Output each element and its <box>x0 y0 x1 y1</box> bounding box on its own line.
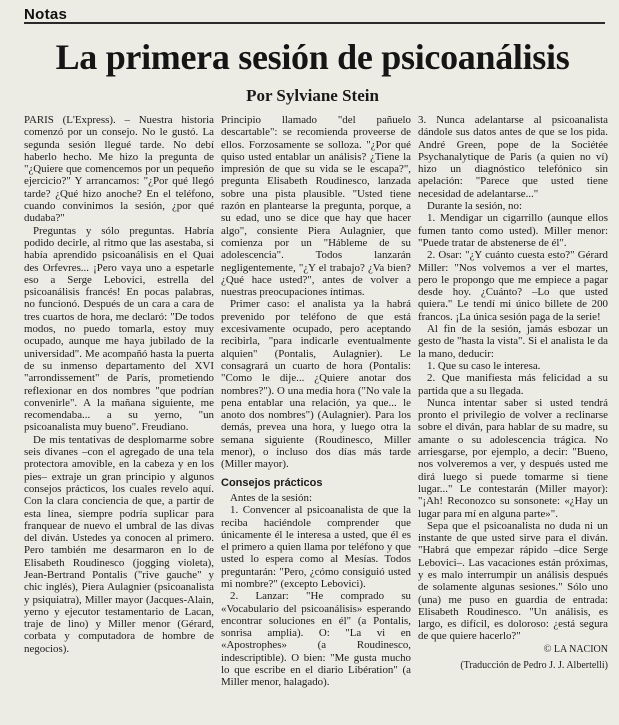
section-header <box>24 6 605 24</box>
paragraph: 1. Mendigar un cigarrillo (aunque ellos fumen tanto como usted). Miller menor: "Puede tratar de abstenerse de él". <box>418 212 608 249</box>
paragraph: Principio llamado "del pañuelo descartable": se recomienda proveerse de ellos. Forzosamente se solloza. "¿Por qué quiso usted entablar un análisis? ¿Tiene la impresión de que su vida se le escapa?", pregunta Elisabeth Roudinesco, lanzada sobre una pista plausible. "Usted tiene razón en plantearse la pregunta, porque, a su edad, uno se dice que hay que hacer algo", consiente Piera Aulagnier, que comienza por un "Hábleme de su adolescencia". Todos lanzarán negligentemente, "¿Y el trabajo? ¿Va bien? ¿Qué hace usted?", antes de volver a nuestras preocupaciones íntimas. <box>221 114 411 299</box>
paragraph: Antes de la sesión: <box>230 491 312 504</box>
byline: Por Sylviane Stein <box>246 86 379 105</box>
headline: La primera sesión de psicoanálisis <box>55 37 570 77</box>
paragraph: 2. Osar: "¿Y cuánto cuesta esto?" Gérard Miller: "Nos volvemos a ver el martes, pero le propongo que me empiece a pagar desde hoy. ¿Cuánto? –Lo que usted quiera." Le tendí mi único billete de 200 francos. ¡La única sesión paga de la serie! <box>418 249 608 323</box>
paragraph: Durante la sesión, no: <box>427 200 522 213</box>
paragraph: De mis tentativas de desplomarme sobre seis divanes –con el agregado de una tela protectora amovible, en la cabeza y en los pies– extraje un gran principio y algunos consejos prácticos, los cuales revelo aquí. Con la clara conciencia de que, a partir de esta línea, siempre podría suplicar para franquear de nuevo el umbral de las divas del diván. Ustedes ya conocen al primero. Pero también me desarmaron en lo de Elisabeth Roudinesco (jogging violeta), Jean-Bertrand Pontalis ("rive gauche" y chic inglés), Piera Aulagnier (psicoanalista y psiquiatra), Miller mayor (Jacques-Alain, yerno y ejecutor testamentario de Lacan, traje de lino) y Miller menor (Gérard, corbata y computadora de hombre de negocios). <box>24 433 214 655</box>
paragraph: 1. Convencer al psicoanalista de que la reciba haciéndole comprender que únicamente él le interesa a usted, que él es el primero a quien llama por teléfono y que usted lo espera como al Mesías. Todos preguntarán: "Pero, ¿cómo consiguió usted mi nombre?" (excepto Lebovici). <box>221 504 411 590</box>
paragraph: 2. Lanzar: "He comprado su «Vocabulario del psicoanálisis» esperando encontrar soluciones en él" (a Pontalis, sonrisa amplia). O: "La vi en «Apostrophes» (a Roudinesco, indescriptible). O bien: "Me gusta mucho lo que escribe en el diario Libération" (a Miller menor, halagado). <box>221 590 411 689</box>
paragraph: 3. Nunca adelantarse al psicoanalista dándole sus datos antes de que se los pida. André Green, pope de la Sociétée Psychanalytique de Paris (a quien no ví) hizo un diagnóstico telefónico sin apelación: "Parece que usted tiene necesidad de adelantarse..." <box>418 114 608 200</box>
section-label: Notas <box>24 6 68 23</box>
translation-credit: (Traducción de Pedro J. J. Albertelli) <box>460 660 608 672</box>
paragraph: Al fin de la sesión, jamás esbozar un gesto de "hasta la vista". Si el analista le da la mano, deducir: <box>418 323 608 360</box>
paragraph: Primer caso: el analista ya la habrá prevenido por teléfono de que está excesivamente ocupado, pero aceptando recibirla, "para indicarle eventualmente alquien" (Pontalis, Aulagnier). Le consagrará un cuarto de hora (Pontalis: "Como le dije... ¿Quiere anotar dos nombres?"). O una media hora ("No vale la pena entablar una relación, ya que... le anoto dos nombres") (Aulagnier). Para los demás, prevea una hora, y luego otra la semana siguiente (Roudinesco, Miller menor), o incluso dos días más tarde (Miller mayor). <box>221 298 411 471</box>
article-columns <box>24 114 608 718</box>
column-3 <box>418 114 608 718</box>
paragraph: Nunca intentar saber si usted tendrá pronto el privilegio de volver a reclinarse sobre el diván, para hablar de su madre, su amante o su adolescencia trágica. No arriesgarse, por ejemplo, a decir: "Bueno, nos volveremos a ver, y después usted me dirá luego si puede tomarme si tiene lugar..." Le contestarán (Miller mayor): "¡Ah! Reconozco su sonsonete: «¿Hay un lugar para mí en alguna parte»". <box>418 396 608 520</box>
paragraph: Sepa que el psicoanalista no duda ni un instante de que usted sirve para el diván. "Habrá que empezar rápido –dice Serge Lebovici–. Las vacaciones están próximas, y es malo interrumpir un análisis después de solamente algunas sesiones." Sólo uno (una) me puso en guardia de entrada: Elisabeth Roudinesco. "Un análisis, es largo, es difícil, es doloroso: ¿está segura de que quiere hacerlo?" <box>418 519 608 643</box>
column-2 <box>221 114 411 718</box>
paragraph: PARIS (L'Express). – Nuestra historia comenzó por un consejo. No le gustó. La segunda sesión llegué tarde. No debí haberlo hecho. Me hizo la pregunta de "¿Quiere que comencemos por un pequeño ejercicio?" Y arrancamos: "¿Por qué llegó tarde? ¿Qué hizo anoche? En el teléfono, cuando convinimos la sesión, ¿por qué dudaba?" <box>24 114 214 225</box>
subheading: Consejos prácticos <box>221 476 323 489</box>
paragraph: 2. Que manifiesta más felicidad a su partida que a su llegada. <box>418 372 608 397</box>
paragraph: 1. Que su caso le interesa. <box>427 359 541 372</box>
paragraph: Preguntas y sólo preguntas. Habría podido decirle, al ritmo que las asestaba, si había aprendido psicoanálisis en el Quai des Orfevres... ¡Pero vaya uno a espetarle eso a Serge Lebovici, estrella del psicoanálisis francés! En pocas palabras, no funcionó. Después de un cara a cara de tres cuartos de hora, me declaró: "De todos modos, no puedo tomarla, estoy muy ocupado, aunque me haya jubilado de la universidad". Me acompañó hasta la puerta de su inmenso departamento del XVI "arrondissement" de París, prometiendo reflexionar en dos nombres "que podrían convenirle". A la mañana siguiente, me recomendaba... a su yerno, "un psicoanalista muy bueno". Freudiano. <box>24 224 214 434</box>
column-1 <box>24 114 214 718</box>
credit: © LA NACION <box>543 643 608 655</box>
